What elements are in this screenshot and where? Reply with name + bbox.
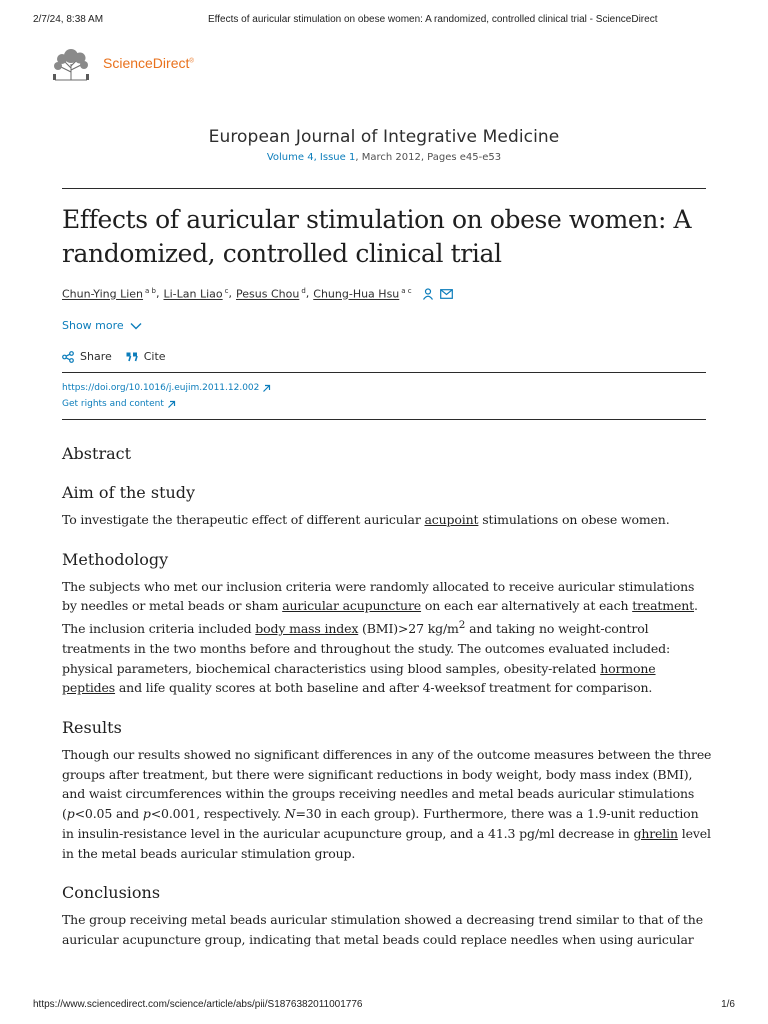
conclusions-heading: Conclusions bbox=[62, 883, 161, 903]
body-mass-index-link[interactable]: body mass index bbox=[255, 621, 359, 637]
person-icon[interactable] bbox=[422, 288, 434, 300]
share-icon bbox=[62, 351, 74, 363]
results-paragraph: Though our results showed no significant differences in any of the outcome measures between the three groups after treatment, but there were significant reductions in body weight, body mass index (BMI), and waist circumferences within the groups receiving needles and metal beads auricular stimulations (p<0.05 and p<0.001, respectively. N=30 in each group). Furthermore, there was a 1.9-unit reduction in insulin-resistance level in the auricular acupuncture group, and a 41.3 pg/ml decrease in ghrelin level in the metal beads auricular stimulation group. bbox=[62, 747, 712, 861]
acupoint-link[interactable]: acupoint bbox=[424, 512, 479, 527]
doi-links bbox=[62, 380, 271, 412]
article-title: Effects of auricular stimulation on obese women: A randomized, controlled clinical trial bbox=[62, 205, 692, 268]
author-link[interactable]: Chun-Ying Lien $^{a b}$ bbox=[62, 287, 156, 301]
methodology-paragraph: The subjects who met our inclusion criteria were randomly allocated to receive auricular stimulations by needles or metal beads or sham auricular acupuncture on each ear alternatively at each treatment. The inclusion criteria included body mass index (BMI)>27 $kg/m^2$ and taking no weight-control treatments in the two months before and throughout the study. The outcomes evaluated included: physical parameters, biochemical characteristics using blood samples, obesity-related hormone peptides and life quality scores at both baseline and after 4-weeksof treatment for comparison. bbox=[62, 578, 698, 696]
cite-button[interactable]: Cite bbox=[126, 350, 166, 363]
author-icons bbox=[422, 288, 453, 300]
show-more-button[interactable]: Show more bbox=[62, 319, 142, 332]
ghrelin-link[interactable]: ghrelin bbox=[633, 825, 678, 841]
elsevier-tree-icon bbox=[49, 46, 93, 84]
abstract-section bbox=[62, 444, 712, 970]
author-link[interactable]: Chung-Hua Hsu $^{a c}$ bbox=[313, 287, 412, 301]
email-icon[interactable] bbox=[440, 289, 453, 299]
print-date: 2/7/24, 8:38 AM bbox=[33, 14, 104, 25]
results-heading: Results bbox=[62, 718, 122, 738]
journal-meta bbox=[0, 152, 768, 163]
author-list: Chun-Ying Lien $^{a b}$ , Li-Lan Liao $^c$ , Pesus Chou $^d$ , Chung-Hua Hsu $^{a c}$ bbox=[62, 287, 453, 301]
divider bbox=[62, 372, 706, 373]
conclusions-paragraph: The group receiving metal beads auricular stimulation showed a decreasing trend similar to that of the auricular acupuncture group, indicating that metal beads could replace needles when using auricular bbox=[62, 912, 703, 947]
divider bbox=[62, 419, 706, 420]
journal-title[interactable]: European Journal of Integrative Medicine bbox=[208, 127, 560, 147]
external-link-icon bbox=[262, 384, 271, 393]
external-link-icon bbox=[167, 400, 176, 409]
print-url: https://www.sciencedirect.com/science/article/abs/pii/S1876382011001776 bbox=[33, 999, 363, 1010]
date-pages: , March 2012, Pages e45-e53 bbox=[355, 152, 502, 163]
auricular-acupuncture-link[interactable]: auricular acupuncture bbox=[282, 598, 422, 614]
share-button[interactable]: Share bbox=[62, 350, 112, 363]
aim-paragraph: To investigate the therapeutic effect of different auricular acupoint stimulations on obese women. bbox=[62, 512, 670, 527]
quote-icon bbox=[126, 352, 138, 362]
author-link[interactable]: Pesus Chou $^d$ bbox=[236, 287, 306, 301]
author-link[interactable]: Li-Lan Liao $^c$ bbox=[163, 287, 229, 301]
doi-link[interactable]: https://doi.org/10.1016/j.eujim.2011.12.002 bbox=[62, 380, 271, 396]
hormone-peptides-link[interactable]: hormone peptides bbox=[62, 660, 656, 696]
divider bbox=[62, 188, 706, 189]
sciencedirect-logo[interactable] bbox=[49, 44, 194, 86]
print-page-number: 1/6 bbox=[721, 999, 735, 1010]
treatment-link[interactable]: treatment bbox=[632, 598, 695, 614]
chevron-down-icon bbox=[130, 322, 142, 330]
brand-name: ScienceDirect® bbox=[103, 55, 194, 71]
aim-heading: Aim of the study bbox=[62, 483, 196, 502]
abstract-heading: Abstract bbox=[62, 444, 132, 463]
article-actions bbox=[62, 350, 180, 363]
rights-link[interactable]: Get rights and content bbox=[62, 396, 271, 412]
volume-issue-link[interactable]: Volume 4, Issue 1 bbox=[266, 152, 356, 163]
journal-block bbox=[0, 127, 768, 163]
methodology-heading: Methodology bbox=[62, 549, 169, 569]
print-page-title: Effects of auricular stimulation on obese women: A randomized, controlled clinical trial - ScienceDirect bbox=[208, 14, 658, 25]
